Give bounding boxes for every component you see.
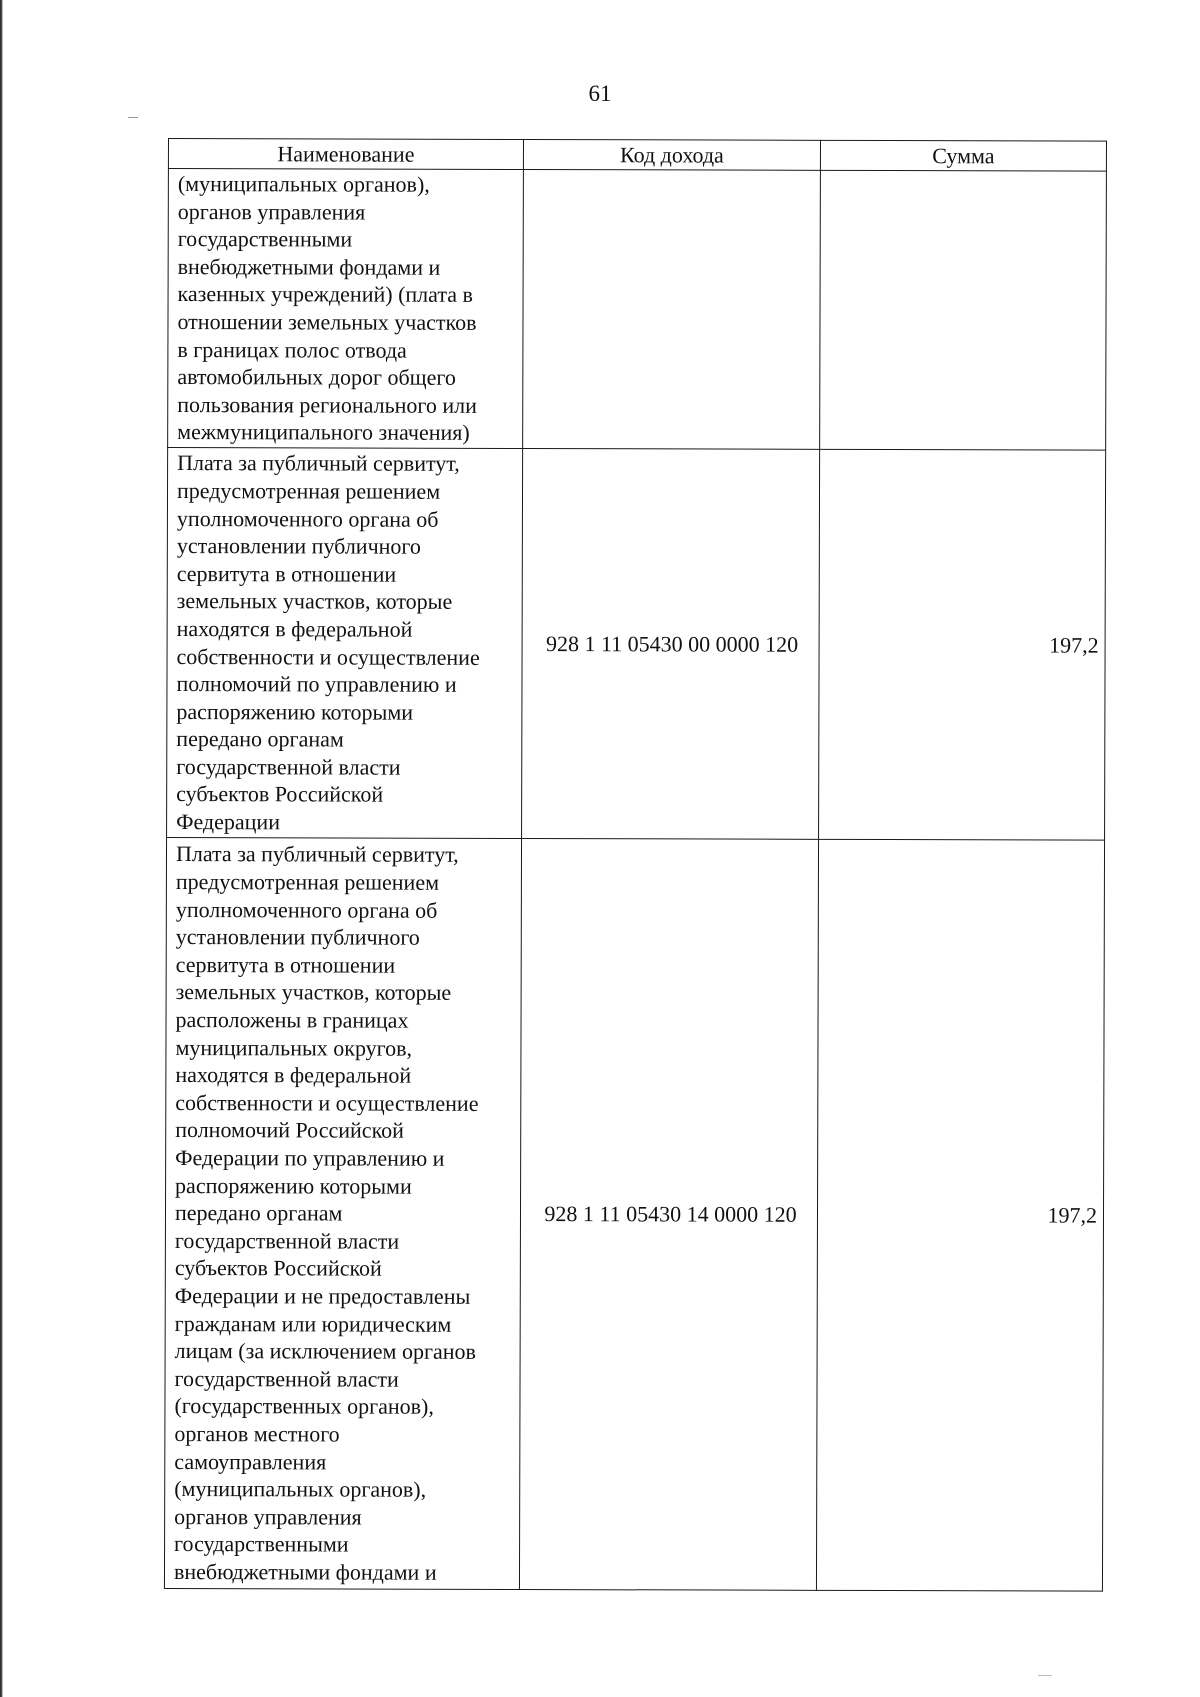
row-sum-cell: 197,2 <box>819 449 1106 840</box>
row-code-cell <box>523 169 821 449</box>
row-name-cell: (муниципальных органов), органов управления государственными внебюджетными фондами и казенных учреждений) (плата в отношении земельных участков в границах полос отвода автомобильных дорог общего пользования регионального или межмуниципального значения) <box>168 169 524 449</box>
table-header-row <box>168 139 1106 172</box>
table-row <box>164 837 1104 1591</box>
row-code-cell: 928 1 11 05430 00 0000 120 <box>522 448 820 839</box>
table-row <box>168 169 1107 451</box>
column-header-sum: Сумма <box>820 140 1106 171</box>
page-number: 61 <box>588 81 612 106</box>
row-name-cell: Плата за публичный сервитут, предусмотренная решением уполномоченного органа об установлении публичного сервитута в отношении земельных участков, которые расположены в границах муниципальных округов, находятся в федеральной собственности и осуществление полномочий Российской Федерации по управлению и распоряжению которыми передано органам государственной власти субъектов Российской Федерации и не предоставлены гражданам или юридическим лицам (за исключением органов государственной власти (государственных органов), органов местного самоуправления (муниципальных органов), органов управления государственными внебюджетными фондами и <box>164 837 521 1589</box>
column-header-name: Наименование <box>168 139 523 170</box>
table-row <box>167 448 1106 841</box>
column-header-code: Код дохода <box>523 139 820 170</box>
table-header <box>168 139 1106 172</box>
row-sum-cell: 197,2 <box>816 839 1104 1591</box>
row-code-cell: 928 1 11 05430 14 0000 120 <box>519 838 818 1590</box>
row-name-cell: Плата за публичный сервитут, предусмотренная решением уполномоченного органа об установлении публичного сервитута в отношении земельных участков, которые находятся в федеральной собственности и осуществление полномочий по управлению и распоряжению которыми передано органам государственной власти субъектов Российской Федерации <box>167 448 523 839</box>
scan-artifact-mark <box>128 117 138 118</box>
scan-artifact-mark-bottom <box>1038 1675 1052 1676</box>
row-sum-cell <box>820 170 1107 450</box>
table-body <box>164 169 1106 1592</box>
revenue-table <box>164 138 1107 1592</box>
scan-left-edge <box>0 0 3 1697</box>
